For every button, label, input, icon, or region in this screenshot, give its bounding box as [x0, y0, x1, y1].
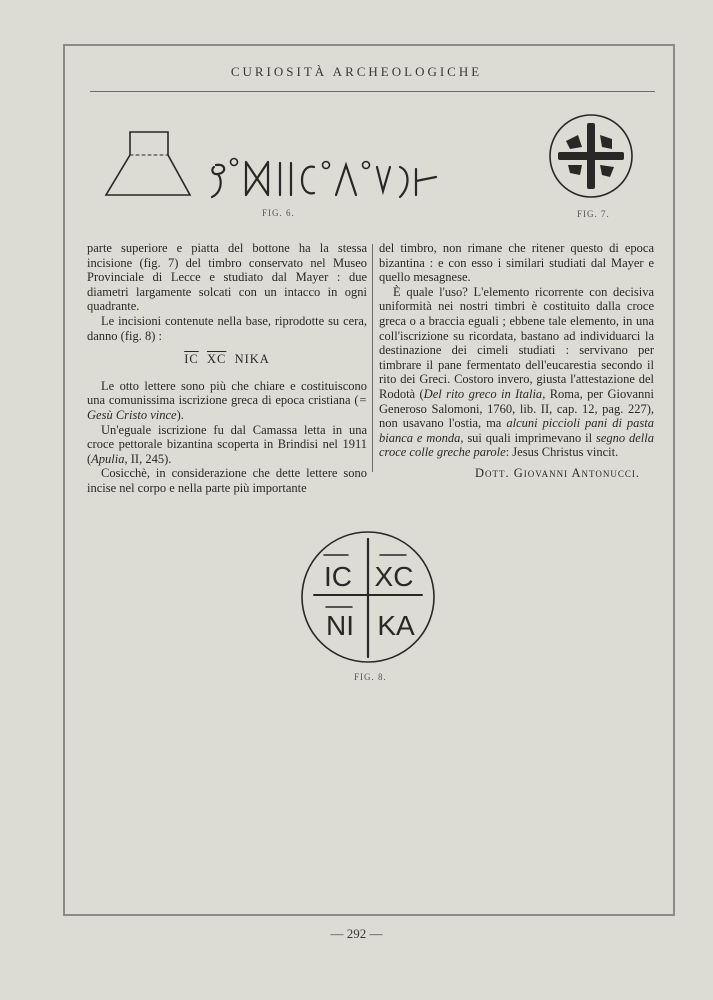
- inscription-word-2: $\overline{XC}$: [206, 352, 227, 367]
- left-paragraph-3: Le otto lettere sono più che chiare e costituiscono una comunissima iscrizione greca di epoca cristiana (= Gesù Cristo vince).: [87, 378, 367, 422]
- left-paragraph-1: parte superiore e piatta del bottone ha la stessa incisione (fig. 7) del timbro conservato nel Museo Provinciale di Lecce e studiato dal Mayer : due diametri largamente solcati con un intacco in ogni quadrante.: [87, 241, 367, 314]
- author-signature: Dott. Giovanni Antonucci.: [474, 465, 640, 480]
- inscription-line: [87, 352, 367, 367]
- page-number: — 292 —: [330, 926, 383, 941]
- figure-8-drawing: [298, 527, 438, 667]
- inscription-word-3: NIKA: [234, 352, 270, 367]
- fig6-stamp-profile: [106, 132, 190, 195]
- figure-6-drawing: [100, 125, 470, 205]
- right-text-column: [379, 241, 654, 481]
- figure-7-caption: FIG. 7.: [577, 209, 610, 219]
- figure-7-drawing: [548, 113, 634, 199]
- seal-glyph-top-right: XC: [374, 561, 414, 592]
- running-header: CURIOSITÀ ARCHEOLOGICHE: [230, 64, 483, 79]
- left-paragraph-5: Cosicchè, in considerazione che dette lettere sono incise nel corpo e nella parte più importante: [87, 466, 367, 495]
- left-text-column: [87, 241, 367, 496]
- right-paragraph-2: È quale l'uso? L'elemento ricorrente con decisiva uniformità nei nostri timbri è costituito dalla croce greca o a braccia eguali ; ebbene tale elemento, in una coll'iscrizione su ricordata, bastano ad individuarci la destinazione dei cimeli studiati : servivano per timbrare il pane fermentato dell'eucarestia secondo il rito dei Greci. Costoro invero, giusta l'attestazione del Rodotà (Del rito greco in Italia, Roma, per Giovanni Generoso Salomoni, 1760, lib. II, cap. 12, pag. 227), non usavano l'ostia, ma alcuni piccioli pani di pasta bianca e monda, sui quali imprimevano il segno della croce colle greche parole: Jesus Christus vincit.: [379, 284, 654, 460]
- seal-glyph-top-left: IC: [324, 561, 352, 592]
- left-paragraph-2: Le incisioni contenute nella base, riprodotte su cera, danno (fig. 8) :: [87, 313, 367, 343]
- figure-6-caption: FIG. 6.: [262, 208, 295, 218]
- seal-glyph-bottom-right: KA: [377, 610, 415, 641]
- inscription-word-1: $\overline{IC}$: [184, 352, 199, 367]
- left-paragraph-4: Un'eguale iscrizione fu dal Camassa letta in una croce pettorale bizantina scoperta in Brindisi nel 1911 (Apulia, II, 245).: [87, 422, 367, 466]
- figure-8-caption: FIG. 8.: [354, 672, 387, 682]
- seal-glyph-bottom-left: NI: [326, 610, 354, 641]
- fig6-inscription-glyphs: [212, 159, 436, 198]
- header-rule: [90, 91, 655, 92]
- column-divider: [372, 244, 373, 472]
- right-paragraph-1: del timbro, non rimane che ritener questo di epoca bizantina : e con esso i similari studiati dal Mayer e quello mesagnese.: [379, 241, 654, 285]
